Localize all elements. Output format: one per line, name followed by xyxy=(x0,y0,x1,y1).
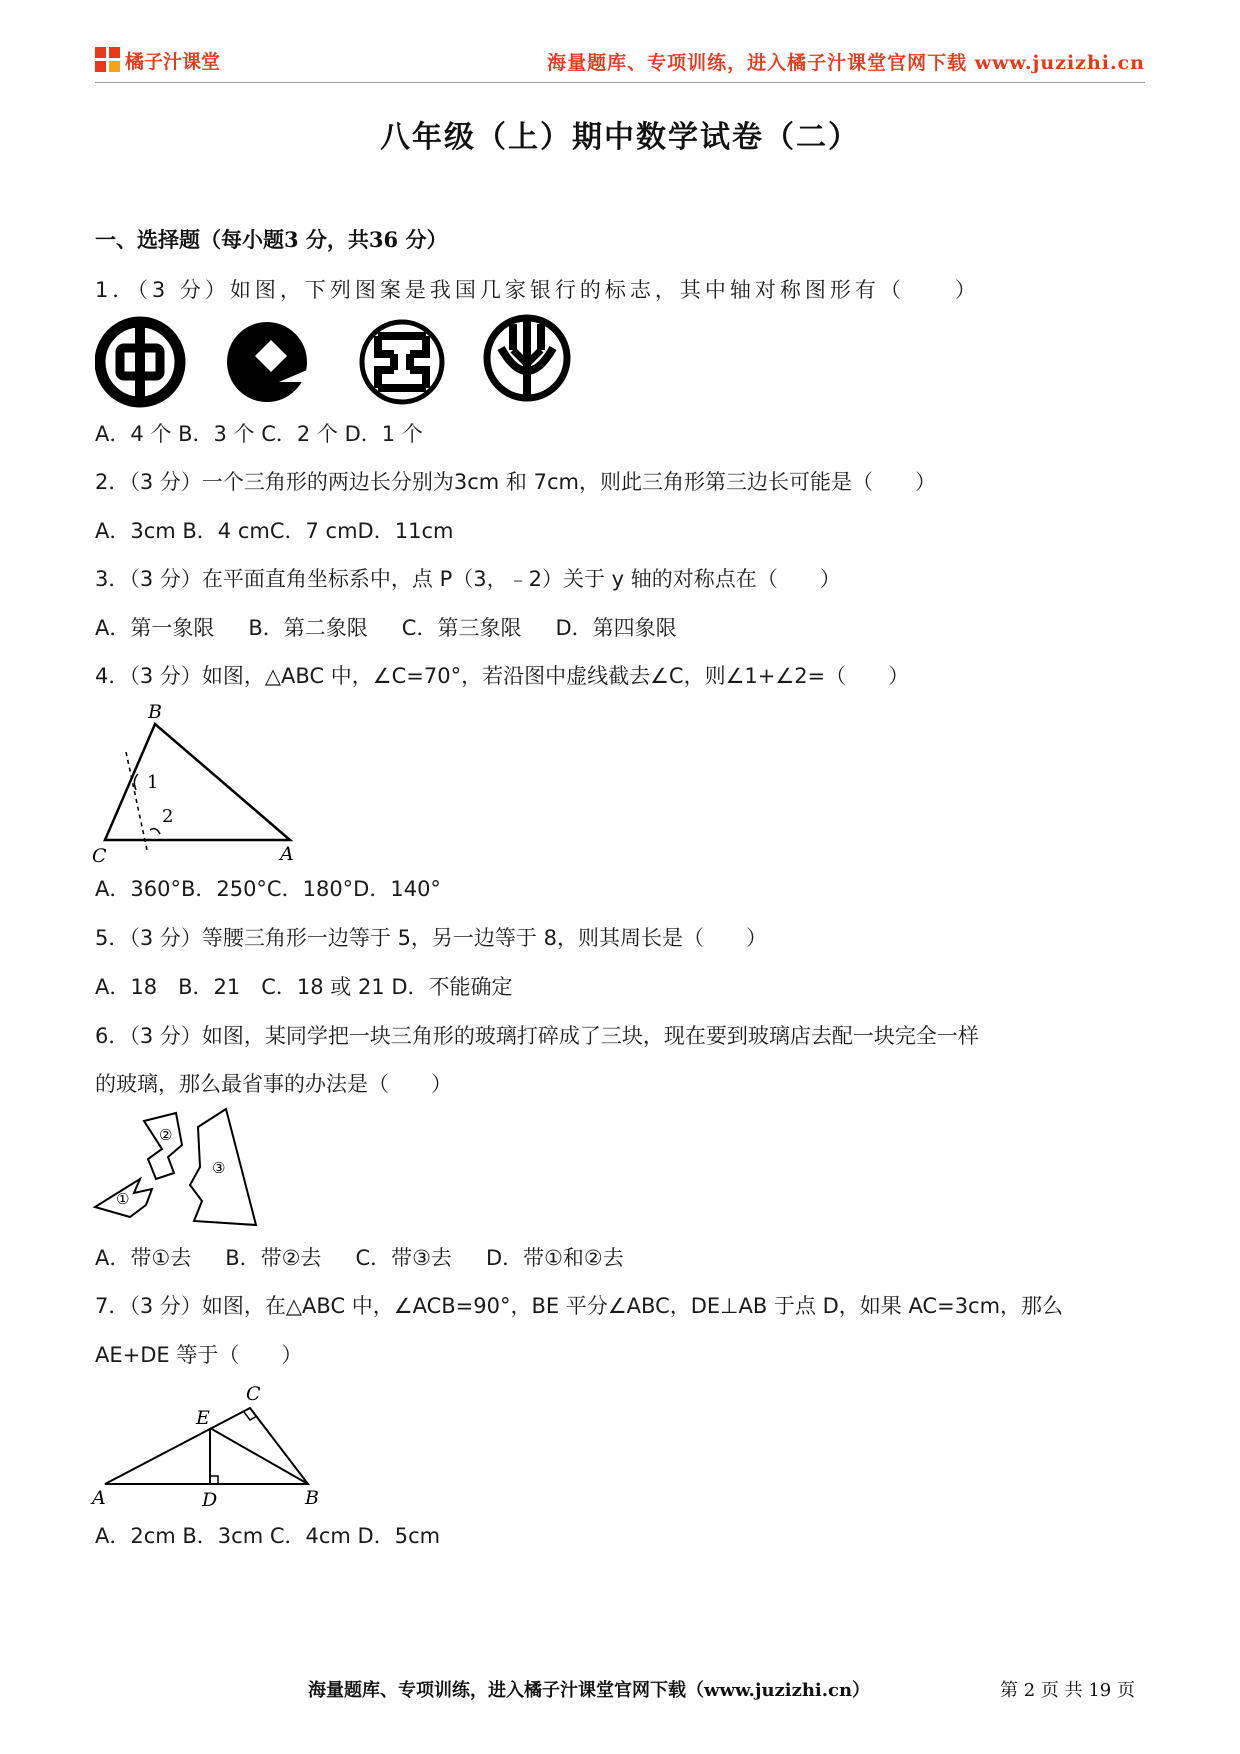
q6-piece-3-label: ③ xyxy=(212,1159,226,1177)
q7-stem-line2: AE+DE 等于（ ） xyxy=(95,1343,303,1367)
q4-options: A．360°B．250°C．180°D．140° xyxy=(95,877,441,901)
q3-option-c: C．第三象限 xyxy=(401,616,522,640)
q4-label-c: C xyxy=(92,845,107,865)
q7-label-a: A xyxy=(92,1487,106,1509)
q7-label-c: C xyxy=(246,1383,261,1405)
q7-stem-line1: 7．（3 分）如图，在△ABC 中，∠ACB=90°，BE 平分∠ABC，DE⊥AB 于点 D，如果 AC=3cm，那么 xyxy=(95,1294,1064,1318)
q6-option-b: B．带②去 xyxy=(225,1246,322,1270)
q4-label-1: 1 xyxy=(147,772,159,793)
q3-option-a: A．第一象限 xyxy=(95,616,215,640)
q7-label-b: B xyxy=(305,1487,319,1509)
page-header xyxy=(95,42,1145,83)
q6-option-a: A．带①去 xyxy=(95,1246,192,1270)
q4-stem: 4．（3 分）如图，△ABC 中，∠C=70°，若沿图中虚线截去∠C，则∠1+∠2=（ ） xyxy=(95,664,910,688)
header-slogan[interactable]: 海量题库、专项训练，进入橘子汁课堂官网下载 www.juzizhi.cn xyxy=(547,52,1145,74)
q6-piece-2-label: ② xyxy=(159,1126,173,1144)
q6-options xyxy=(95,1242,624,1272)
q4-label-2: 2 xyxy=(162,806,174,827)
section-title: 一、选择题（每小题3 分，共36 分） xyxy=(95,227,448,252)
footer-slogan[interactable]: 海量题库、专项训练，进入橘子汁课堂官网下载（www.juzizhi.cn） xyxy=(308,1680,871,1701)
q7-label-e: E xyxy=(196,1407,210,1429)
q3-option-d: D．第四象限 xyxy=(555,616,677,640)
q2-options: A．3cm B．4 cmC．7 cmD．11cm xyxy=(95,519,454,543)
q4-triangle-figure xyxy=(90,700,310,865)
icbc-logo xyxy=(362,322,442,402)
bank-logos-figure xyxy=(95,310,595,410)
agricultural-bank-logo xyxy=(487,318,567,398)
bank-of-china-logo xyxy=(100,322,180,402)
q7-options: A．2cm B．3cm C．4cm D．5cm xyxy=(95,1524,441,1548)
logo-icon xyxy=(95,47,121,73)
q7-triangle-figure xyxy=(90,1372,330,1522)
construction-bank-logo xyxy=(227,322,307,402)
q6-piece-1-label: ① xyxy=(116,1190,130,1208)
q6-option-c: C．带③去 xyxy=(355,1246,452,1270)
q6-glass-pieces-figure xyxy=(90,1105,270,1240)
q5-stem: 5．（3 分）等腰三角形一边等于 5，另一边等于 8，则其周长是（ ） xyxy=(95,926,767,950)
q3-stem: 3．（3 分）在平面直角坐标系中，点 P（3，﹣2）关于 y 轴的对称点在（ ） xyxy=(95,567,841,591)
q3-options xyxy=(95,612,677,642)
q4-label-b: B xyxy=(148,701,162,723)
q1-options: A．4 个 B．3 个 C．2 个 D．1 个 xyxy=(95,422,423,446)
q6-option-d: D．带①和②去 xyxy=(485,1246,624,1270)
q4-label-a: A xyxy=(280,843,294,865)
q7-label-d: D xyxy=(202,1489,218,1511)
q1-stem: 1．（3 分）如图，下列图案是我国几家银行的标志，其中轴对称图形有（ ） xyxy=(95,278,980,302)
q5-options: A．18 B．21 C．18 或 21 D．不能确定 xyxy=(95,975,513,999)
q6-stem-line1: 6．（3 分）如图，某同学把一块三角形的玻璃打碎成了三块，现在要到玻璃店去配一块完全一样 xyxy=(95,1024,979,1048)
q2-stem: 2．（3 分）一个三角形的两边长分别为3cm 和 7cm，则此三角形第三边长可能是（ ） xyxy=(95,470,936,494)
page-number: 第 2 页 共 19 页 xyxy=(1000,1680,1135,1701)
brand-logo[interactable] xyxy=(95,44,220,76)
q3-option-b: B．第二象限 xyxy=(248,616,368,640)
q6-stem-line2: 的玻璃，那么最省事的办法是（ ） xyxy=(95,1072,452,1096)
page-title: 八年级（上）期中数学试卷（二） xyxy=(380,120,860,155)
logo-text: 橘子汁课堂 xyxy=(125,50,221,73)
